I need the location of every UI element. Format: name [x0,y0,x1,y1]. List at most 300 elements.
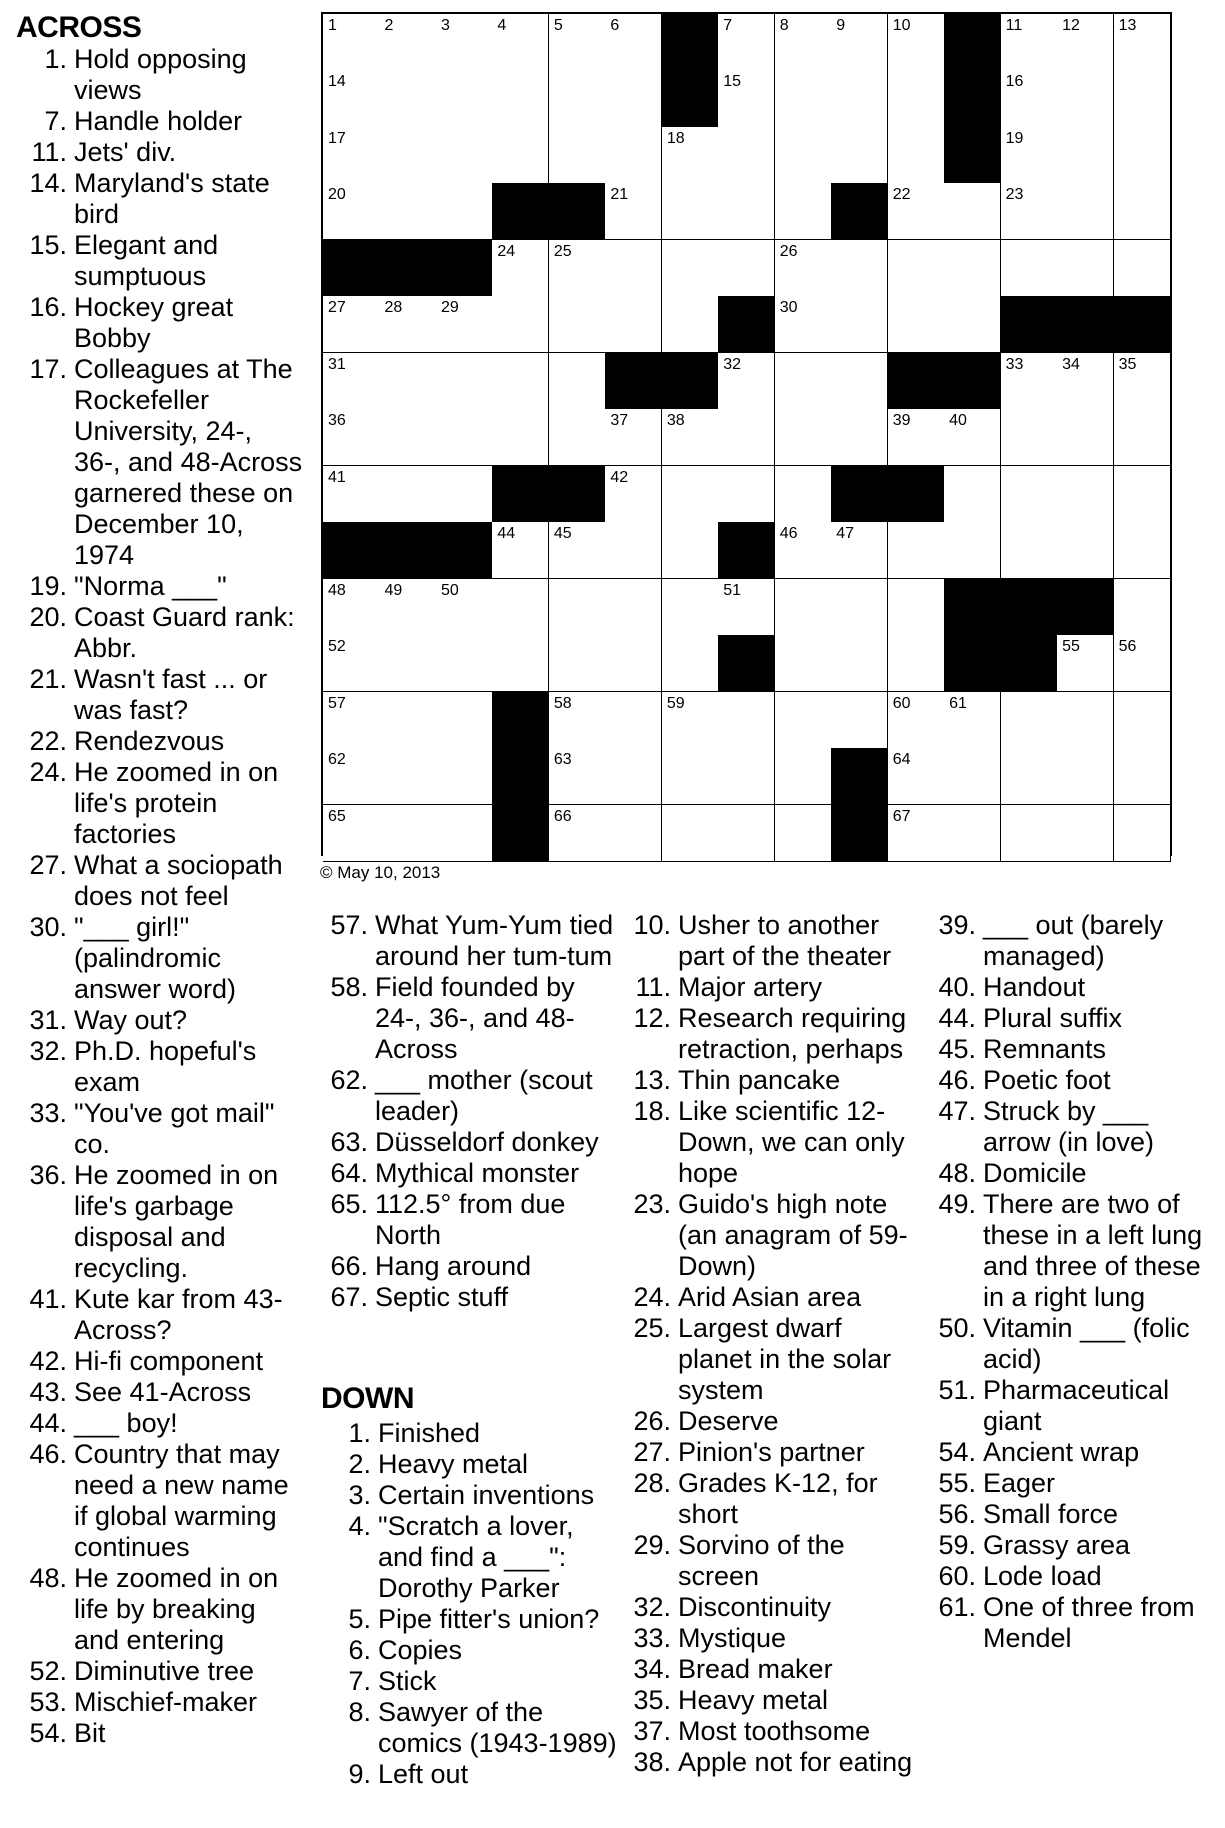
grid-cell[interactable] [605,14,662,71]
grid-cell[interactable] [549,353,606,410]
grid-cell[interactable] [492,635,549,692]
clue-number: 6. [348,1635,371,1665]
grid-cell[interactable] [379,748,436,805]
grid-cell[interactable] [662,183,719,240]
cell-number: 48 [328,581,346,599]
down-clue [620,1685,920,1716]
grid-cell[interactable] [718,14,775,71]
down-clue-list-1 [320,1418,620,1790]
clue-number: 1. [44,44,67,74]
grid-cell[interactable] [323,466,380,523]
grid-cell[interactable] [605,692,662,749]
clue-number: 7. [44,106,67,136]
grid-cell[interactable] [1001,466,1058,523]
clue-text: What a sociopath does not feel [74,850,283,911]
cell-number: 8 [779,17,789,34]
cell-number: 14 [328,73,346,91]
grid-cell[interactable] [888,409,945,466]
grid-cell[interactable] [605,466,662,523]
grid-cell[interactable] [831,296,888,353]
black-square [492,805,549,862]
grid-cell[interactable] [379,805,436,862]
clue-number: 53. [29,1687,67,1717]
grid-cell[interactable] [718,692,775,749]
grid-cell[interactable] [718,240,775,297]
clue-number: 52. [29,1656,67,1686]
grid-cell[interactable] [549,296,606,353]
grid-cell[interactable] [662,127,719,184]
grid-cell[interactable] [718,805,775,862]
black-square [1114,296,1171,353]
clue-text: Vitamin ___ (folic acid) [983,1313,1190,1374]
grid-cell[interactable] [775,70,832,127]
grid-cell[interactable] [888,692,945,749]
grid-cell[interactable] [605,579,662,636]
grid-cell[interactable] [775,183,832,240]
across-clue [16,168,306,230]
cell-number: 16 [1005,73,1024,91]
down-clue [925,910,1220,972]
clue-text: ___ out (barely managed) [983,910,1164,971]
grid-cell[interactable] [1001,14,1058,71]
clue-text: Discontinuity [678,1592,832,1622]
grid-cell[interactable] [436,466,493,523]
grid-cell[interactable] [1057,240,1114,297]
grid-cell[interactable] [379,183,436,240]
grid-cell[interactable] [492,296,549,353]
clue-text: Jets' div. [74,137,177,167]
grid-cell[interactable] [775,635,832,692]
grid-cell[interactable] [944,409,1001,466]
down-clue [620,910,920,972]
grid-cell[interactable] [662,805,719,862]
grid-cell[interactable] [1114,522,1171,579]
grid-cell[interactable] [831,70,888,127]
clue-text: ___ boy! [74,1408,178,1438]
down-clue [620,1313,920,1406]
grid-cell[interactable] [1114,805,1171,862]
clue-text: Stick [378,1666,437,1696]
down-clue [620,1468,920,1530]
across-clue [16,44,306,106]
grid-cell[interactable] [436,579,493,636]
grid-cell[interactable] [1001,70,1058,127]
clue-text: ___ mother (scout leader) [375,1065,593,1126]
grid-cell[interactable] [436,70,493,127]
clue-number: 20. [29,602,67,632]
down-clue [620,972,920,1003]
grid-cell[interactable] [775,748,832,805]
grid-cell[interactable] [323,127,380,184]
grid-cell[interactable] [831,240,888,297]
clue-text: Pipe fitter's union? [378,1604,600,1634]
grid-cell[interactable] [775,579,832,636]
grid-cell[interactable] [549,14,606,71]
grid-cell[interactable] [718,127,775,184]
grid-cell[interactable] [605,522,662,579]
clue-text: Usher to another part of the theater [678,910,892,971]
grid-cell[interactable] [605,805,662,862]
grid-cell[interactable] [323,748,380,805]
grid-cell[interactable] [775,466,832,523]
grid-cell[interactable] [1114,466,1171,523]
grid-cell[interactable] [1057,183,1114,240]
cell-number: 21 [610,186,629,204]
grid-cell[interactable] [831,14,888,71]
clue-text: Colleagues at The Rockefeller University, 24-, 36-, and 48-Across garnered these on December 10, 1974 [74,354,303,570]
grid-cell[interactable] [1114,409,1171,466]
grid-cell[interactable] [662,296,719,353]
across-clue [16,1718,306,1749]
grid-cell[interactable] [605,409,662,466]
black-square [662,70,719,127]
clue-text: Bread maker [678,1654,833,1684]
grid-cell[interactable] [436,748,493,805]
clue-text: Coast Guard rank: Abbr. [74,602,295,663]
black-square [436,522,493,579]
down-clue [925,1003,1220,1034]
down-clue [620,1065,920,1096]
grid-cell[interactable] [549,579,606,636]
grid-cell[interactable] [323,183,380,240]
cell-number: 43 [892,468,911,486]
grid-cell[interactable] [323,353,380,410]
across-clue [317,1158,627,1189]
grid-cell[interactable] [831,579,888,636]
grid-cell[interactable] [775,692,832,749]
grid-cell[interactable] [492,579,549,636]
grid-cell[interactable] [323,296,380,353]
grid-cell[interactable] [379,296,436,353]
clue-number: 57. [330,910,368,940]
across-clue [16,106,306,137]
clue-text: Country that may need a new name if global warming continues [74,1439,289,1562]
clue-text: Finished [378,1418,481,1448]
grid-cell[interactable] [1114,635,1171,692]
cell-number: 44 [497,525,516,543]
cell-number: 18 [666,129,685,147]
grid-cell[interactable] [888,635,945,692]
grid-cell[interactable] [662,240,719,297]
grid-cell[interactable] [1114,240,1171,297]
grid-cell[interactable] [662,409,719,466]
black-square [944,579,1001,636]
grid-cell[interactable] [323,409,380,466]
black-square [379,240,436,297]
across-clue [16,354,306,571]
grid-cell[interactable] [1001,127,1058,184]
grid-cell[interactable] [605,635,662,692]
grid-cell[interactable] [1057,14,1114,71]
grid-cell[interactable] [436,14,493,71]
grid-cell[interactable] [605,183,662,240]
grid-cell[interactable] [944,748,1001,805]
grid-cell[interactable] [549,70,606,127]
grid-cell[interactable] [379,692,436,749]
grid-cell[interactable] [379,353,436,410]
down-clue [620,1654,920,1685]
across-clue [16,757,306,850]
clue-number: 4. [348,1511,371,1541]
down-clue [620,1592,920,1623]
grid-cell[interactable] [831,522,888,579]
black-square [831,748,888,805]
grid-cell[interactable] [492,70,549,127]
grid-cell[interactable] [436,183,493,240]
grid-cell[interactable] [1114,127,1171,184]
grid-cell[interactable] [718,183,775,240]
clue-text: Certain inventions [378,1480,595,1510]
grid-cell[interactable] [944,183,1001,240]
grid-cell[interactable] [718,579,775,636]
grid-cell[interactable] [1114,183,1171,240]
clue-number: 58. [330,972,368,1002]
grid-cell[interactable] [323,635,380,692]
grid-cell[interactable] [492,409,549,466]
grid-cell[interactable] [1114,353,1171,410]
grid-cell[interactable] [436,805,493,862]
grid-cell[interactable] [549,635,606,692]
clue-number: 34. [633,1654,671,1684]
grid-cell[interactable] [944,522,1001,579]
grid-cell[interactable] [831,635,888,692]
grid-cell[interactable] [549,805,606,862]
cell-number: 1 [328,17,337,34]
grid-cell[interactable] [944,466,1001,523]
grid-cell[interactable] [436,353,493,410]
grid-cell[interactable] [831,127,888,184]
across-clue [16,1656,306,1687]
grid-cell[interactable] [436,296,493,353]
grid-cell[interactable] [1001,522,1058,579]
grid-cell[interactable] [1114,70,1171,127]
grid-cell[interactable] [379,127,436,184]
grid-cell[interactable] [1001,748,1058,805]
grid-cell[interactable] [605,70,662,127]
grid-cell[interactable] [888,70,945,127]
across-clue [16,1439,306,1563]
grid-cell[interactable] [662,692,719,749]
grid-cell[interactable] [888,579,945,636]
grid-cell[interactable] [775,240,832,297]
grid-cell[interactable] [944,240,1001,297]
grid-cell[interactable] [492,127,549,184]
cell-number: 36 [328,412,346,430]
grid-cell[interactable] [831,692,888,749]
grid-cell[interactable] [775,409,832,466]
grid-cell[interactable] [662,522,719,579]
grid-cell[interactable] [436,692,493,749]
grid-cell[interactable] [775,127,832,184]
cell-number: 58 [553,694,572,712]
grid-cell[interactable] [1057,127,1114,184]
clue-number: 43. [29,1377,67,1407]
clue-number: 8. [348,1697,371,1727]
clue-number: 14. [29,168,67,198]
grid-cell[interactable] [1001,183,1058,240]
clue-number: 48. [938,1158,976,1188]
grid-cell[interactable] [436,635,493,692]
grid-cell[interactable] [718,466,775,523]
grid-cell[interactable] [1001,240,1058,297]
cell-number: 2 [384,17,394,34]
clue-text: Left out [378,1759,469,1789]
grid-cell[interactable] [888,805,945,862]
clue-number: 46. [29,1439,67,1469]
clue-text: Major artery [678,972,823,1002]
grid-cell[interactable] [605,296,662,353]
grid-cell[interactable] [379,579,436,636]
clue-text: Field founded by 24-, 36-, and 48-Across [375,972,575,1064]
grid-cell[interactable] [1057,522,1114,579]
clue-text: 112.5° from due North [375,1189,566,1250]
grid-cell[interactable] [888,240,945,297]
grid-cell[interactable] [888,183,945,240]
grid-cell[interactable] [492,14,549,71]
grid-cell[interactable] [662,748,719,805]
grid-cell[interactable] [379,409,436,466]
grid-cell[interactable] [831,409,888,466]
grid-cell[interactable] [323,70,380,127]
grid-cell[interactable] [379,466,436,523]
grid-cell[interactable] [888,748,945,805]
grid-cell[interactable] [888,522,945,579]
grid-cell[interactable] [775,522,832,579]
grid-cell[interactable] [775,805,832,862]
clue-text: Plural suffix [983,1003,1123,1033]
grid-cell[interactable] [492,240,549,297]
clue-text: Struck by ___ arrow (in love) [983,1096,1155,1157]
grid-cell[interactable] [1057,409,1114,466]
clue-text: Septic stuff [375,1282,509,1312]
down-clue [620,1437,920,1468]
clue-text: One of three from Mendel [983,1592,1195,1653]
grid-cell[interactable] [549,240,606,297]
grid-cell[interactable] [436,409,493,466]
cell-number: 26 [779,242,798,260]
grid-cell[interactable] [1001,805,1058,862]
grid-cell[interactable] [718,70,775,127]
clue-number: 29. [633,1530,671,1560]
cell-number: 27 [328,299,346,317]
grid-cell[interactable] [379,70,436,127]
clue-text: "Scratch a lover, and find a ___": Dorothy Parker [378,1511,574,1603]
grid-cell[interactable] [662,579,719,636]
grid-cell[interactable] [1114,14,1171,71]
black-square [718,296,775,353]
grid-cell[interactable] [1057,692,1114,749]
grid-cell[interactable] [718,409,775,466]
across-clue-list-continued [317,910,627,1313]
grid-cell[interactable] [323,692,380,749]
cell-number: 28 [384,299,403,317]
grid-cell[interactable] [1114,692,1171,749]
grid-cell[interactable] [944,692,1001,749]
grid-cell[interactable] [662,466,719,523]
clue-text: He zoomed in on life by breaking and entering [74,1563,279,1655]
down-clue [925,1189,1220,1313]
black-square [831,466,888,523]
grid-cell[interactable] [1057,635,1114,692]
grid-cell[interactable] [549,692,606,749]
grid-cell[interactable] [1114,748,1171,805]
grid-cell[interactable] [1001,409,1058,466]
grid-cell[interactable] [944,296,1001,353]
grid-cell[interactable] [944,805,1001,862]
grid-cell[interactable] [492,353,549,410]
clue-text: Small force [983,1499,1119,1529]
black-square [718,635,775,692]
grid-cell[interactable] [831,353,888,410]
clue-text: Way out? [74,1005,188,1035]
grid-cell[interactable] [605,240,662,297]
grid-cell[interactable] [1057,805,1114,862]
grid-cell[interactable] [662,635,719,692]
clue-text: Mischief-maker [74,1687,258,1717]
clue-text: He zoomed in on life's garbage disposal and recycling. [74,1160,279,1283]
grid-cell[interactable] [775,14,832,71]
black-square [492,748,549,805]
grid-cell[interactable] [549,409,606,466]
down-clue [620,1716,920,1747]
black-square [831,805,888,862]
grid-cell[interactable] [888,127,945,184]
clue-text: Arid Asian area [678,1282,862,1312]
grid-cell[interactable] [436,127,493,184]
grid-cell[interactable] [492,522,549,579]
clue-text: Research requiring retraction, perhaps [678,1003,907,1064]
clue-text: Lode load [983,1561,1102,1591]
grid-cell[interactable] [549,127,606,184]
grid-cell[interactable] [1001,353,1058,410]
clue-number: 59. [938,1530,976,1560]
grid-cell[interactable] [1114,579,1171,636]
across-clue [16,1563,306,1656]
grid-cell[interactable] [323,14,380,71]
grid-cell[interactable] [1001,692,1058,749]
grid-cell[interactable] [549,748,606,805]
grid-cell[interactable] [718,748,775,805]
grid-cell[interactable] [323,579,380,636]
cell-number: 39 [892,412,911,430]
grid-cell[interactable] [549,522,606,579]
grid-cell[interactable] [379,635,436,692]
clue-number: 55. [938,1468,976,1498]
grid-cell[interactable] [775,296,832,353]
clue-number: 38. [633,1747,671,1777]
grid-cell[interactable] [1057,748,1114,805]
black-square [436,240,493,297]
grid-cell[interactable] [1057,70,1114,127]
grid-cell[interactable] [775,353,832,410]
grid-cell[interactable] [888,14,945,71]
clue-number: 54. [938,1437,976,1467]
grid-cell[interactable] [718,353,775,410]
grid-cell[interactable] [605,127,662,184]
grid-cell[interactable] [1057,353,1114,410]
grid-cell[interactable] [888,296,945,353]
clue-number: 17. [29,354,67,384]
grid-cell[interactable] [605,748,662,805]
grid-cell[interactable] [1057,466,1114,523]
clue-number: 40. [938,972,976,1002]
down-clue [620,1530,920,1592]
grid-cell[interactable] [379,14,436,71]
grid-cell[interactable] [323,805,380,862]
across-clue [16,1160,306,1284]
across-clue [16,912,306,1005]
black-square [944,353,1001,410]
